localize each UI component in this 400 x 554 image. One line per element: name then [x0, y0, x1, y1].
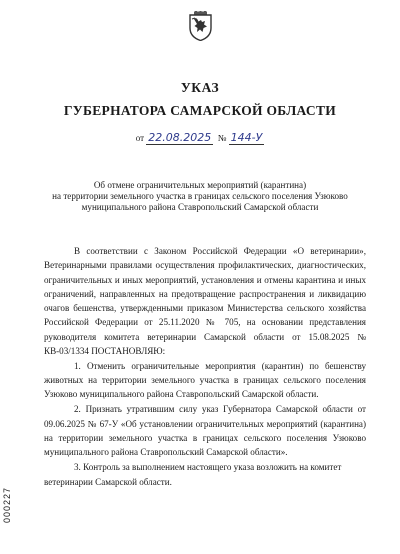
decree-item-3-continuation: ветеринарии Самарской области. [44, 476, 172, 487]
document-issuer: ГУБЕРНАТОРА САМАРСКОЙ ОБЛАСТИ [63, 103, 337, 118]
number-prefix: № [217, 133, 227, 143]
date-prefix: от [135, 133, 145, 143]
decree-item-2: 2. Признать утратившим силу указ Губернатора Самарской области от 09.06.2025 № 67-У «Об установлении ограничительных мероприятий (карантина) на территории земельного участка в границах сельского поселения Узюково муниципального района Ставропольский Самарской области». [44, 404, 366, 458]
samara-coat-of-arms-icon [188, 11, 213, 41]
preamble-paragraph: В соответствии с Законом Российской Федерации «О ветеринарии», Ветеринарными правилами осуществления профилактических, диагностических, ограничительных и иных мероприятий, установления и отмены карантина и иных ограничений, направленных на предотвращение распространения и ликвидацию очагов бешенства, утвержденными приказом Министерства сельского хозяйства Российской Федерации от 25.11.2020 № 705, на основании представления руководителя комитета ветеринарии Самарской области от 15.08.2025 № КВ-03/1334 ПОСТАНОВЛЯЮ: [44, 246, 366, 357]
registration-number: 000227 [2, 486, 12, 523]
subject-line: Об отмене ограничительных мероприятий (карантина) [93, 180, 307, 190]
document-date: 22.08.2025 [148, 131, 212, 144]
decree-item-1: 1. Отменить ограничительные мероприятия (карантин) по бешенству животных на территории земельного участка в границах сельского поселения Узюково муниципального района Ставропольский Самарской области. [44, 360, 366, 400]
subject-line: на территории земельного участка в границах сельского поселения Узюково [52, 191, 348, 201]
date-number-line [0, 131, 400, 144]
document-number: 144-У [230, 131, 263, 144]
document-subject [20, 180, 380, 213]
subject-line: муниципального района Ставропольский Самарской области [81, 202, 319, 212]
document-type: УКАЗ [180, 80, 220, 95]
decree-item-3: 3. Контроль за выполнением настоящего указа возложить на комитет [74, 461, 342, 472]
document-body [44, 244, 366, 489]
